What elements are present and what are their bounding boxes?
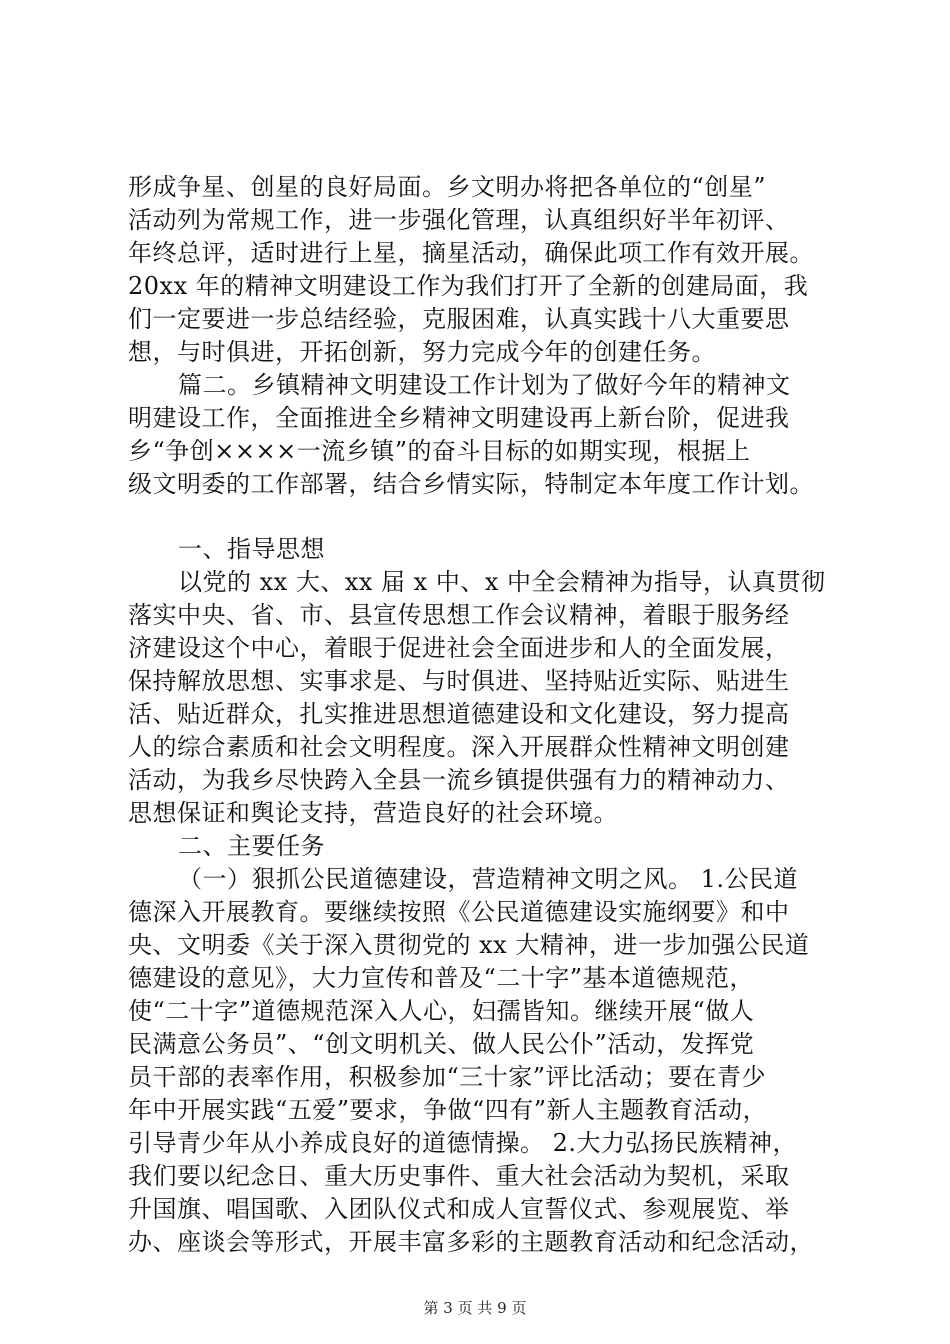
page-footer: 第 3 页 共 9 页 [423, 1299, 527, 1317]
text-line: 20xx 年的精神文明建设工作为我们打开了全新的创建局面，我 [128, 272, 809, 300]
text-line: 思想保证和舆论支持，营造良好的社会环境。 [128, 799, 618, 827]
text-line: 落实中央、省、市、县宣传思想工作会议精神，着眼于服务经 [128, 601, 790, 629]
text-line: 级文明委的工作部署，结合乡情实际，特制定本年度工作计划。 [128, 470, 814, 498]
text-line: 济建设这个中心，着眼于促进社会全面进步和人的全面发展， [128, 634, 790, 662]
text-line: 乡“争创××××一流乡镇”的奋斗目标的如期实现，根据上 [128, 437, 751, 465]
section-heading: 二、主要任务 [178, 832, 325, 860]
text-line: 想，与时俱进，开拓创新，努力完成今年的创建任务。 [128, 338, 716, 366]
text-line: 民满意公务员”、“创文明机关、做人民公仆”活动，发挥党 [128, 1030, 755, 1058]
text-line: 人的综合素质和社会文明程度。深入开展群众性精神文明创建 [128, 733, 790, 761]
text-line: 央、文明委《关于深入贯彻党的 xx 大精神，进一步加强公民道 [128, 931, 810, 959]
text-line: 年终总评，适时进行上星，摘星活动，确保此项工作有效开展。 [128, 239, 814, 267]
text-line: 明建设工作，全面推进全乡精神文明建设再上新台阶，促进我 [128, 404, 790, 432]
text-line: 升国旗、唱国歌、入团队仪式和成人宣誓仪式、参观展览、举 [128, 1195, 790, 1223]
text-line: 德建设的意见》，大力宣传和普及“二十字”基本道德规范， [128, 964, 755, 992]
text-line: 们一定要进一步总结经验，克服困难，认真实践十八大重要思 [128, 305, 790, 333]
text-line: 活动列为常规工作，进一步强化管理，认真组织好半年初评、 [128, 206, 790, 234]
text-line: 德深入开展教育。要继续按照《公民道德建设实施纲要》和中 [128, 898, 790, 926]
section-heading: 一、指导思想 [178, 535, 325, 563]
text-line: 员干部的表率作用，积极参加“三十家”评比活动；要在青少 [128, 1063, 767, 1091]
text-line: 活、贴近群众，扎实推进思想道德建设和文化建设，努力提高 [128, 700, 790, 728]
text-line: 使“二十字”道德规范深入人心，妇孺皆知。继续开展“做人 [128, 997, 755, 1025]
paragraph-start-line: （一）狠抓公民道德建设，营造精神文明之风。 1.公民道 [178, 865, 799, 893]
text-line: 保持解放思想、实事求是、与时俱进、坚持贴近实际、贴进生 [128, 667, 790, 695]
text-line: 形成争星、创星的良好局面。乡文明办将把各单位的“创星” [128, 173, 767, 201]
text-line: 活动，为我乡尽快跨入全县一流乡镇提供强有力的精神动力、 [128, 766, 790, 794]
text-line: 引导青少年从小养成良好的道德情操。 2.大力弘扬民族精神， [128, 1129, 798, 1157]
paragraph-start-line: 以党的 xx 大、xx 届 x 中、x 中全会精神为指导，认真贯彻 [178, 568, 826, 596]
text-line: 我们要以纪念日、重大历史事件、重大社会活动为契机，采取 [128, 1162, 790, 1190]
text-line: 办、座谈会等形式，开展丰富多彩的主题教育活动和纪念活动， [128, 1228, 814, 1256]
paragraph-start-line: 篇二。乡镇精神文明建设工作计划为了做好今年的精神文 [178, 371, 791, 399]
text-line: 年中开展实践“五爱”要求，争做“四有”新人主题教育活动， [128, 1096, 768, 1124]
